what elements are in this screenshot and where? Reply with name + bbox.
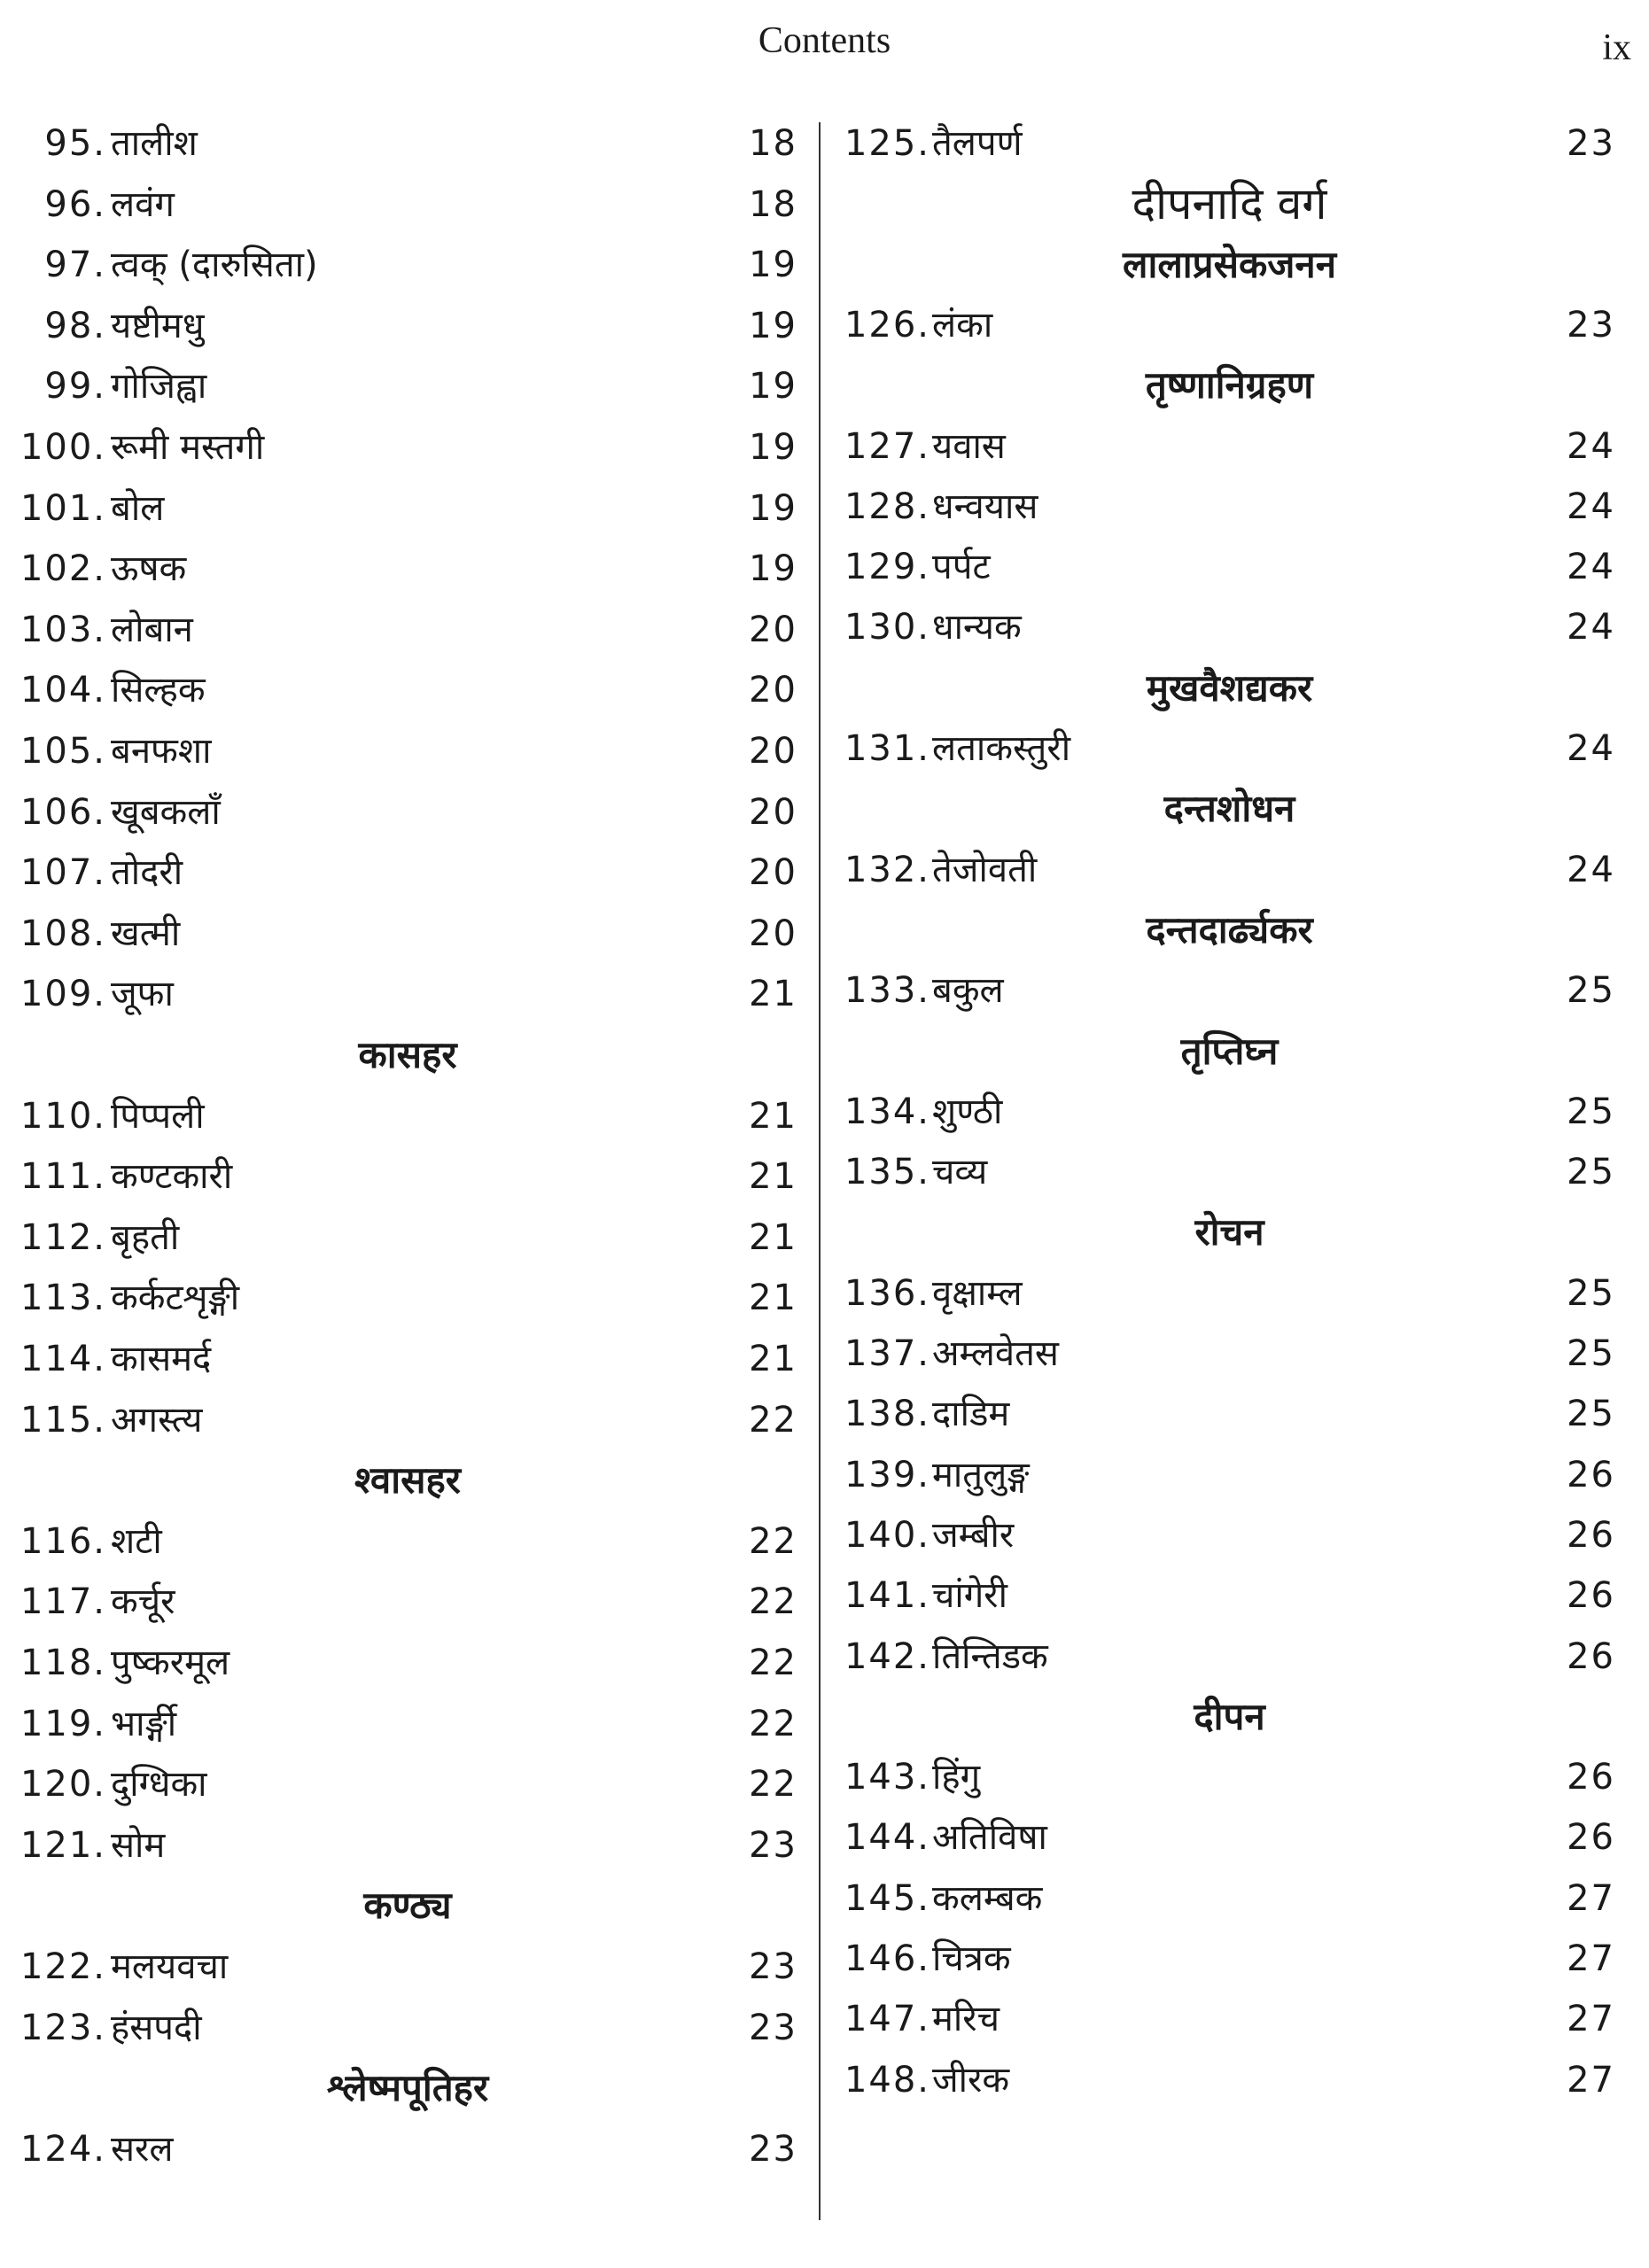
toc-entry-title: अम्लवेतस (932, 1333, 1059, 1374)
toc-entry-number: 135. (844, 1152, 930, 1193)
toc-entry-title: मरिच (932, 1999, 1000, 2040)
toc-entry (824, 299, 1635, 352)
toc-entry-number: 130. (844, 607, 930, 649)
toc-subsection-heading: दीपन (1194, 1694, 1265, 1738)
toc-entry-page: 23 (1567, 123, 1615, 164)
toc-entry-number: 129. (844, 547, 930, 588)
toc-entry-number: 112. (19, 1216, 106, 1258)
toc-entry-number: 95. (44, 123, 106, 164)
toc-entry-number: 115. (19, 1399, 106, 1441)
toc-entry (824, 420, 1635, 473)
toc-entry (824, 1146, 1635, 1199)
toc-entry-page: 26 (1567, 1635, 1615, 1677)
toc-entry-number: 109. (19, 974, 106, 1015)
toc-entry-title: मलयवचा (111, 1946, 229, 1987)
toc-entry-title: कण्टकारी (111, 1156, 233, 1198)
toc-entry-number: 131. (844, 728, 930, 769)
toc-entry-title: दाडिम (932, 1394, 1010, 1435)
toc-entry-page: 19 (749, 548, 797, 590)
toc-entry-title: पुष्करमूल (111, 1643, 230, 1683)
toc-entry-number: 148. (844, 2059, 930, 2101)
toc-entry-number: 138. (844, 1394, 930, 1435)
toc-entry-page: 20 (749, 731, 797, 772)
toc-entry-page: 26 (1567, 1757, 1615, 1798)
toc-entry-page: 25 (1567, 1091, 1615, 1132)
toc-entry (824, 480, 1635, 533)
toc-entry-title: हंसपदी (111, 2007, 202, 2048)
toc-entry-page: 25 (1567, 1333, 1615, 1374)
toc-entry (0, 967, 815, 1021)
toc-entry-page: 24 (1567, 728, 1615, 769)
toc-entry-number: 103. (19, 609, 106, 650)
toc-entry-number: 98. (44, 305, 106, 346)
toc-entry-title: सिल्हक (111, 670, 206, 711)
toc-entry-number: 141. (844, 1575, 930, 1617)
toc-entry-number: 143. (844, 1757, 930, 1798)
toc-entry-page: 22 (749, 1703, 797, 1744)
toc-entry-page: 21 (749, 1156, 797, 1198)
toc-entry (824, 843, 1635, 897)
toc-entry-page: 26 (1567, 1575, 1615, 1617)
toc-entry-title: त्वक् (दारुसिता) (111, 245, 318, 286)
toc-entry (0, 2123, 815, 2176)
toc-entry-title: जीरक (932, 2059, 1010, 2101)
toc-entry-page: 19 (749, 245, 797, 286)
toc-entry-page: 27 (1567, 1999, 1615, 2040)
toc-subsection-heading: श्वासहर (354, 1458, 461, 1503)
toc-entry-number: 120. (19, 1764, 106, 1806)
toc-entry-page: 25 (1567, 1394, 1615, 1435)
toc-entry-page: 26 (1567, 1514, 1615, 1556)
toc-entry-title: चांगेरी (932, 1575, 1007, 1617)
toc-entry-title: धान्यक (932, 607, 1022, 649)
toc-entry-title: रूमी मस्तगी (111, 427, 265, 468)
toc-entry (824, 1509, 1635, 1562)
toc-entry-title: लोबान (111, 609, 193, 650)
right-column (824, 0, 1635, 2268)
toc-entry-title: बनफशा (111, 731, 212, 772)
toc-entry-number: 134. (844, 1091, 930, 1132)
toc-entry-page: 21 (749, 974, 797, 1015)
toc-entry-number: 108. (19, 913, 106, 954)
toc-entry-page: 19 (749, 366, 797, 408)
toc-subsection-heading: लालाप्रसेकजनन (1122, 242, 1337, 286)
toc-entry (0, 482, 815, 535)
toc-entry (824, 540, 1635, 594)
toc-entry (0, 603, 815, 656)
toc-entry-title: खूबकलाँ (111, 791, 221, 833)
toc-entry (0, 1150, 815, 1203)
toc-subsection-heading: श्लेष्मपूतिहर (326, 2066, 489, 2110)
toc-entry (824, 601, 1635, 654)
toc-entry (824, 1387, 1635, 1441)
toc-entry-title: तिन्तिडक (932, 1635, 1048, 1677)
toc-entry-number: 107. (19, 852, 106, 894)
toc-entry (0, 1819, 815, 1872)
toc-entry-page: 23 (1567, 304, 1615, 346)
toc-entry-title: अगस्त्य (111, 1399, 203, 1441)
toc-entry-page: 24 (1567, 607, 1615, 649)
toc-entry (824, 1569, 1635, 1622)
toc-entry-page: 27 (1567, 1877, 1615, 1919)
toc-entry-page: 27 (1567, 2059, 1615, 2101)
toc-entry-page: 22 (749, 1520, 797, 1562)
toc-entry-number: 97. (44, 245, 106, 286)
toc-entry-number: 99. (44, 366, 106, 408)
toc-entry (824, 1267, 1635, 1320)
toc-entry (0, 907, 815, 960)
page-number: ix (1602, 27, 1631, 68)
toc-entry (0, 1090, 815, 1143)
toc-entry-page: 24 (1567, 547, 1615, 588)
toc-entry (0, 1940, 815, 1993)
toc-entry-number: 122. (19, 1946, 106, 1987)
toc-entry (0, 1394, 815, 1447)
toc-entry (0, 1575, 815, 1628)
toc-entry-title: कलम्बक (932, 1877, 1043, 1919)
toc-entry-page: 18 (749, 123, 797, 164)
toc-entry-number: 117. (19, 1581, 106, 1623)
toc-entry-title: मातुलुङ्ग (932, 1454, 1030, 1495)
toc-entry (0, 664, 815, 717)
toc-entry (824, 1449, 1635, 1502)
toc-entry-page: 20 (749, 670, 797, 711)
toc-entry-title: तैलपर्ण (932, 123, 1023, 164)
toc-entry-title: अतिविषा (932, 1817, 1047, 1859)
toc-entry-page: 23 (749, 1824, 797, 1866)
toc-entry (824, 1085, 1635, 1138)
toc-entry-title: सरल (111, 2128, 174, 2170)
toc-entry (824, 1751, 1635, 1804)
toc-entry-number: 146. (844, 1938, 930, 1979)
toc-entry-title: शटी (111, 1520, 162, 1562)
toc-subsection-heading: कासहर (358, 1033, 457, 1076)
toc-entry-number: 132. (844, 849, 930, 890)
toc-entry (824, 117, 1635, 170)
toc-entry-number: 124. (19, 2128, 106, 2170)
toc-entry-title: चव्य (932, 1152, 988, 1193)
toc-entry (0, 1758, 815, 1811)
toc-entry-title: वृक्षाम्ल (932, 1272, 1023, 1314)
toc-entry (824, 1932, 1635, 1985)
toc-entry-number: 116. (19, 1520, 106, 1562)
toc-entry-page: 23 (749, 1946, 797, 1987)
toc-entry-page: 21 (749, 1216, 797, 1258)
toc-entry-page: 22 (749, 1581, 797, 1623)
toc-entry-title: लवंग (111, 183, 175, 225)
toc-entry (824, 1992, 1635, 2046)
toc-entry-page: 26 (1567, 1817, 1615, 1859)
toc-entry-number: 123. (19, 2007, 106, 2048)
toc-entry (0, 1211, 815, 1264)
toc-entry-number: 105. (19, 731, 106, 772)
toc-entry-number: 101. (19, 487, 106, 529)
toc-entry-number: 121. (19, 1824, 106, 1866)
toc-entry-number: 114. (19, 1339, 106, 1379)
toc-entry-number: 113. (19, 1278, 106, 1319)
toc-entry-page: 21 (749, 1278, 797, 1319)
toc-entry (0, 1697, 815, 1751)
toc-subsection-heading: कण्ठ्य (363, 1884, 452, 1928)
toc-entry-page: 19 (749, 487, 797, 529)
toc-entry (0, 421, 815, 474)
toc-subsection-heading: रोचन (1194, 1210, 1264, 1254)
toc-entry-number: 125. (844, 123, 930, 164)
toc-entry-title: गोजिह्वा (111, 366, 207, 408)
toc-entry-number: 147. (844, 1999, 930, 2040)
toc-entry-title: कर्कटशृङ्गी (111, 1278, 240, 1319)
column-divider (819, 122, 821, 2220)
toc-subsection-heading: मुखवैशद्यकर (1146, 665, 1313, 710)
toc-entry (0, 725, 815, 778)
toc-entry-title: पिप्पली (111, 1095, 205, 1137)
toc-entry-title: तेजोवती (932, 849, 1038, 890)
toc-entry (0, 1271, 815, 1324)
toc-subsection-heading: तृप्तिघ्न (1180, 1029, 1279, 1073)
toc-entry-number: 96. (44, 183, 106, 225)
toc-entry (824, 722, 1635, 775)
toc-entry-page: 22 (749, 1764, 797, 1806)
toc-entry-number: 139. (844, 1454, 930, 1495)
toc-entry-number: 111. (19, 1156, 106, 1198)
toc-entry-number: 137. (844, 1333, 930, 1374)
toc-entry-title: धन्वयास (932, 485, 1038, 527)
toc-entry-page: 18 (749, 183, 797, 225)
toc-entry-number: 133. (844, 970, 930, 1012)
toc-entry-number: 128. (844, 485, 930, 527)
toc-entry-title: दुग्धिका (111, 1764, 207, 1806)
toc-subsection-heading: दन्तशोधन (1163, 787, 1295, 831)
toc-entry-title: चित्रक (932, 1938, 1011, 1979)
toc-entry (0, 238, 815, 291)
toc-entry-title: यवास (932, 425, 1006, 467)
toc-entry-page: 24 (1567, 849, 1615, 890)
toc-entry (0, 178, 815, 231)
toc-entry (824, 1327, 1635, 1380)
toc-entry (824, 964, 1635, 1017)
toc-entry-title: यष्टीमधु (111, 305, 205, 346)
toc-entry-number: 100. (19, 427, 106, 468)
toc-entry-title: खत्मी (111, 913, 181, 954)
toc-subsection-heading: तृष्णानिग्रहण (1145, 363, 1314, 408)
toc-entry-number: 102. (19, 548, 106, 590)
toc-entry-title: तालीश (111, 123, 198, 164)
toc-entry-page: 21 (749, 1095, 797, 1137)
toc-entry-page: 25 (1567, 1272, 1615, 1314)
toc-entry-title: जम्बीर (932, 1514, 1015, 1556)
toc-entry-page: 20 (749, 852, 797, 894)
toc-entry (0, 786, 815, 839)
toc-entry-page: 23 (749, 2007, 797, 2048)
toc-entry-number: 118. (19, 1643, 106, 1683)
toc-entry-title: ऊषक (111, 548, 187, 590)
toc-entry (0, 1515, 815, 1568)
toc-entry-page: 20 (749, 913, 797, 954)
toc-entry (0, 1636, 815, 1689)
toc-section-title: दीपनादि वर्ग (1132, 178, 1327, 230)
toc-entry-number: 140. (844, 1514, 930, 1556)
toc-entry-title: पर्पट (932, 547, 991, 588)
toc-entry-title: तोदरी (111, 852, 183, 894)
toc-entry-title: हिंगु (932, 1757, 981, 1798)
toc-entry-number: 127. (844, 425, 930, 467)
toc-entry (824, 1630, 1635, 1683)
toc-entry-page: 25 (1567, 970, 1615, 1012)
toc-entry (824, 1811, 1635, 1864)
toc-entry-title: सोम (111, 1824, 166, 1866)
toc-entry-number: 142. (844, 1635, 930, 1677)
toc-entry-page: 20 (749, 609, 797, 650)
toc-entry (824, 1872, 1635, 1925)
left-column (0, 0, 815, 2268)
toc-entry (0, 846, 815, 899)
toc-entry-title: बृहती (111, 1216, 180, 1258)
toc-entry-page: 25 (1567, 1152, 1615, 1193)
toc-entry-page: 22 (749, 1399, 797, 1441)
toc-entry-page: 20 (749, 791, 797, 833)
toc-subsection-heading: दन्तदार्ढ्यकर (1146, 907, 1313, 951)
toc-entry-title: शुण्ठी (932, 1091, 1003, 1132)
toc-entry-title: जूफा (111, 974, 174, 1015)
toc-entry-title: लताकस्तुरी (932, 728, 1071, 769)
toc-entry (0, 1332, 815, 1386)
toc-entry (0, 360, 815, 413)
toc-entry-page: 24 (1567, 425, 1615, 467)
toc-entry-page: 27 (1567, 1938, 1615, 1979)
toc-entry-title: कर्चूर (111, 1581, 175, 1623)
toc-entry-page: 19 (749, 305, 797, 346)
toc-entry-page: 19 (749, 427, 797, 468)
toc-entry-number: 104. (19, 670, 106, 711)
toc-entry-number: 144. (844, 1817, 930, 1859)
toc-entry-page: 24 (1567, 485, 1615, 527)
toc-entry-number: 119. (19, 1703, 106, 1744)
toc-entry-title: बोल (111, 487, 165, 529)
toc-entry-number: 106. (19, 791, 106, 833)
toc-entry-page: 23 (749, 2128, 797, 2170)
toc-entry-page: 22 (749, 1643, 797, 1683)
toc-entry-number: 136. (844, 1272, 930, 1314)
toc-entry-title: लंका (932, 304, 993, 346)
toc-entry (0, 117, 815, 170)
toc-entry (0, 2001, 815, 2054)
toc-entry (824, 2054, 1635, 2107)
toc-entry-number: 110. (19, 1095, 106, 1137)
toc-entry-number: 145. (844, 1877, 930, 1919)
toc-entry-title: भार्ङ्गी (111, 1703, 177, 1744)
toc-entry-page: 21 (749, 1339, 797, 1379)
toc-entry-number: 126. (844, 304, 930, 346)
toc-entry (0, 299, 815, 353)
toc-entry-title: बकुल (932, 970, 1004, 1012)
page-header-title: Contents (758, 20, 891, 61)
toc-entry-title: कासमर्द (111, 1339, 212, 1379)
toc-entry (0, 542, 815, 595)
toc-entry-page: 26 (1567, 1454, 1615, 1495)
